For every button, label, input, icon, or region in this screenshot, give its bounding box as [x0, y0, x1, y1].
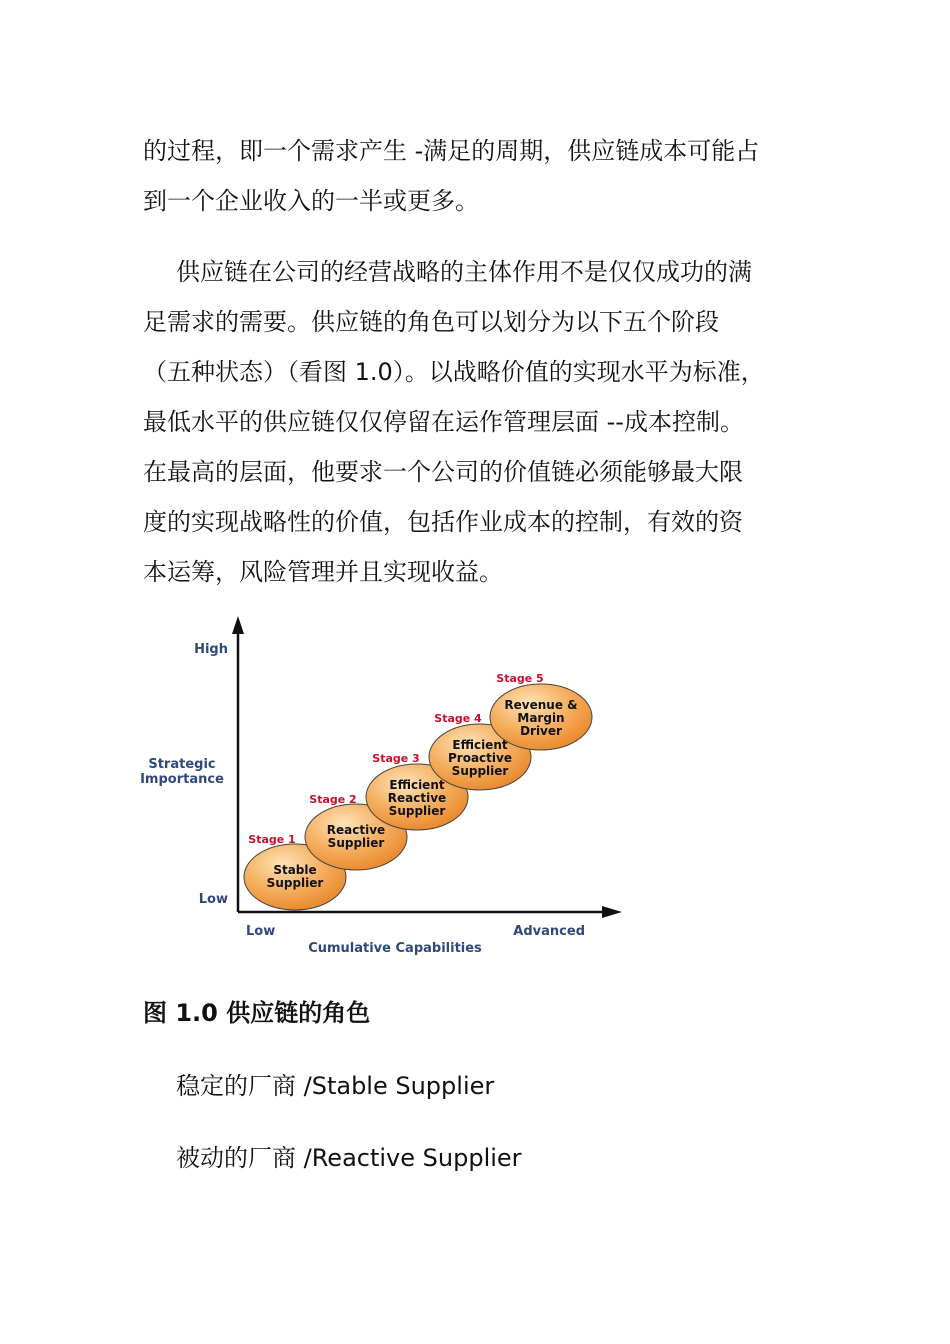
x-axis-low-label: Low [246, 924, 276, 939]
paragraph-2-line-5: 在最高的层面，他要求一个公司的价值链必须能够最大限 [143, 458, 743, 486]
supply-chain-stages-figure [140, 610, 630, 960]
paragraph-2-line-6: 度的实现战略性的价值，包括作业成本的控制，有效的资 [143, 508, 743, 536]
stage-2-text-line-2: Supplier [327, 836, 385, 850]
y-axis-title-line-1: Strategic [148, 757, 216, 772]
paragraph-2-line-7: 本运筹，风险管理并且实现收益。 [143, 558, 503, 586]
stage-4-text-line-2: Proactive [448, 751, 512, 765]
stage-1-text-line-2: Supplier [266, 876, 324, 890]
paragraph-1-line-1: 的过程，即一个需求产生 -满足的周期，供应链成本可能占 [143, 137, 760, 165]
stage-3-text-line-1: Efficient [389, 778, 445, 792]
stage-5-text-line-1: Revenue & [504, 698, 578, 712]
paragraph-1-line-2: 到一个企业收入的一半或更多。 [143, 187, 479, 215]
stage-4-label: Stage 4 [434, 712, 482, 725]
figure-caption: 图 1.0 供应链的角色 [143, 999, 371, 1027]
x-axis-arrow-icon [602, 906, 622, 918]
paragraph-2-line-2: 足需求的需要。供应链的角色可以划分为以下五个阶段 [143, 308, 719, 336]
stage-5-label: Stage 5 [496, 672, 544, 685]
figure-svg [140, 610, 630, 960]
x-axis-advanced-label: Advanced [513, 924, 585, 939]
y-axis-high-label: High [194, 642, 228, 657]
stage-1-label: Stage 1 [248, 833, 296, 846]
stage-1-text-line-1: Stable [273, 863, 317, 877]
stage-3-text-line-3: Supplier [388, 804, 446, 818]
stage-5-group [490, 672, 592, 750]
y-axis-low-label: Low [198, 892, 228, 907]
paragraph-2-line-4: 最低水平的供应链仅仅停留在运作管理层面 --成本控制。 [143, 408, 744, 436]
paragraph-2-line-3: （五种状态）（看图 1.0）。以战略价值的实现水平为标准， [143, 358, 765, 386]
stage-4-text-line-1: Efficient [452, 738, 508, 752]
x-axis-title: Cumulative Capabilities [308, 941, 482, 956]
stage-5-text-line-3: Driver [520, 724, 562, 738]
stage-2-label: Stage 2 [309, 793, 357, 806]
y-axis-title-line-2: Importance [140, 772, 224, 787]
list-item-1: 稳定的厂商 /Stable Supplier [176, 1072, 495, 1100]
list-item-2: 被动的厂商 /Reactive Supplier [176, 1144, 522, 1172]
stage-5-text-line-2: Margin [517, 711, 565, 725]
stage-3-label: Stage 3 [372, 752, 420, 765]
stage-2-text-line-1: Reactive [326, 823, 386, 837]
stage-3-text-line-2: Reactive [387, 791, 447, 805]
paragraph-2-line-1: 供应链在公司的经营战略的主体作用不是仅仅成功的满 [176, 258, 752, 286]
y-axis-arrow-icon [232, 616, 244, 634]
stage-4-text-line-3: Supplier [451, 764, 509, 778]
